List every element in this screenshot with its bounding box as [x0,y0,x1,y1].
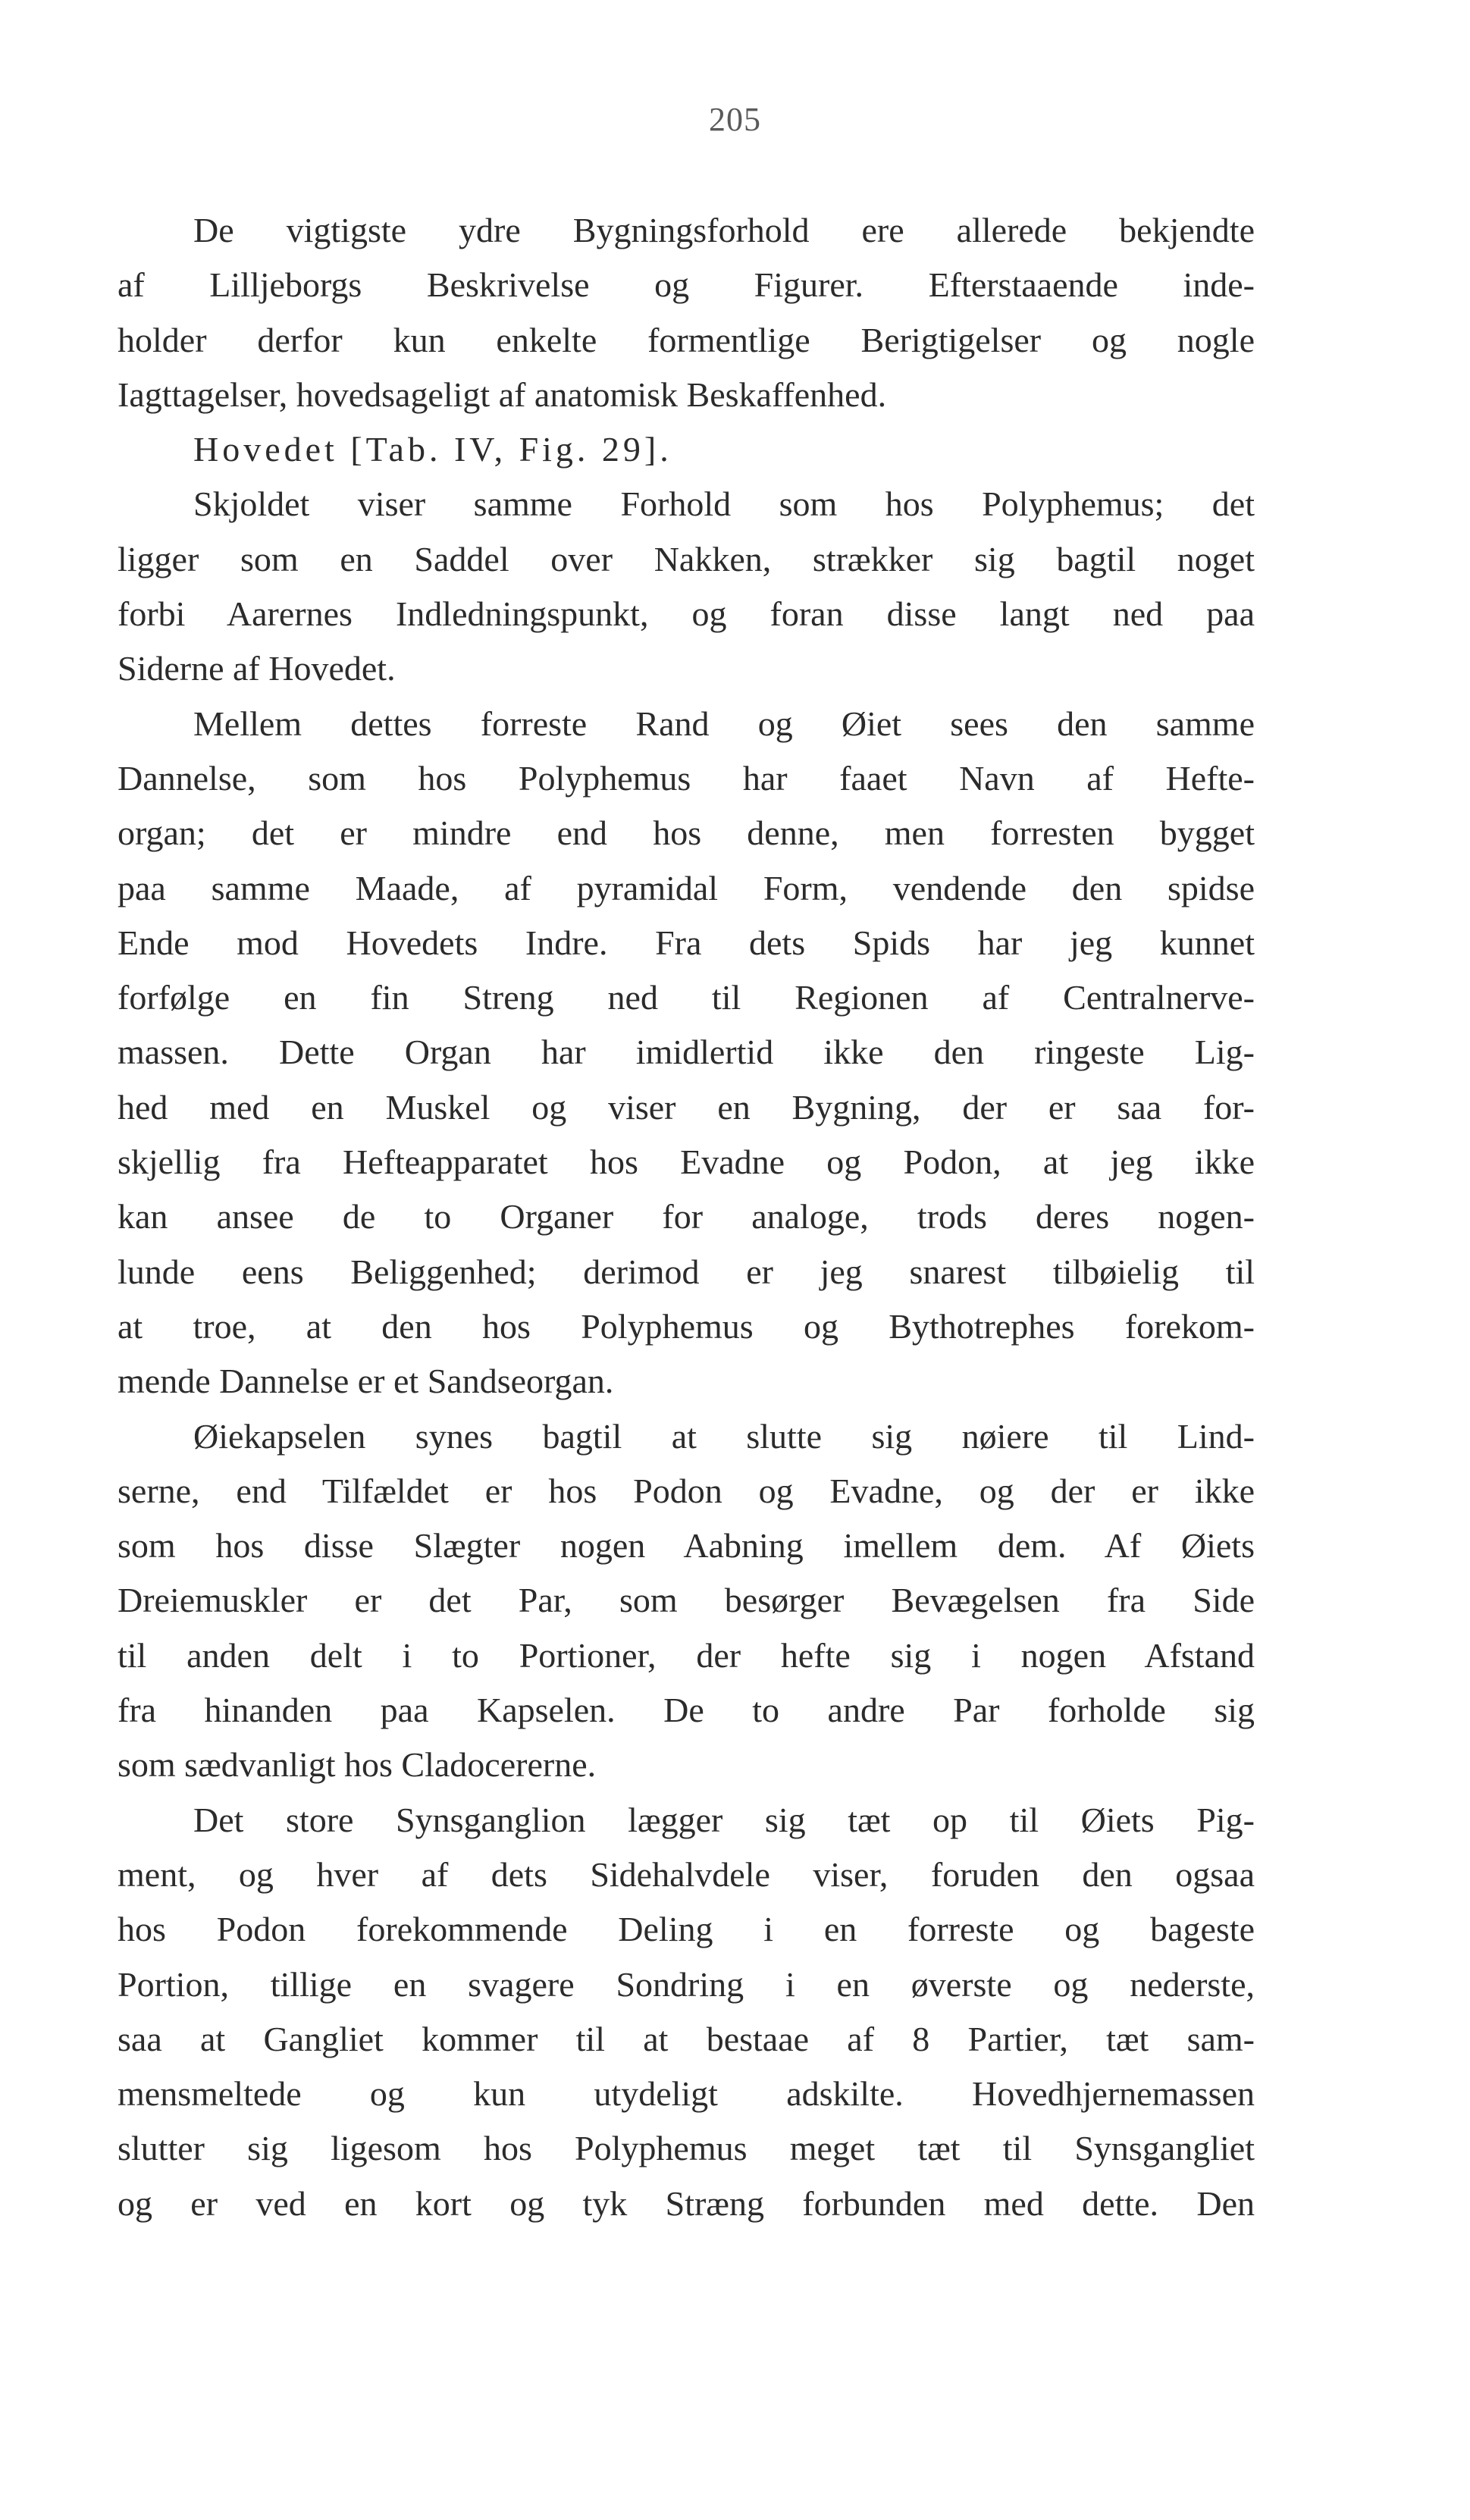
text-line: som sædvanligt hos Cladocererne. [118,1745,597,1785]
text-line: kan ansee de to Organer for analoge, trods deres nogen- [118,1197,1255,1236]
text-line: slutter sig ligesom hos Polyphemus meget tæt til Synsgangliet [118,2129,1255,2168]
section-heading: Hovedet [Tab. IV, Fig. 29]. [193,430,672,469]
text-line: mensmeltede og kun utydeligt adskilte. Hovedhjernemassen [118,2074,1255,2114]
text-line: hos Podon forekommende Deling i en forreste og bageste [118,1910,1255,1949]
text-line: lunde eens Beliggenhed; derimod er jeg snarest tilbøielig til [118,1252,1255,1291]
text-line: holder derfor kun enkelte formentlige Berigtigelser og nogle [118,320,1255,359]
text-line: forfølge en fin Streng ned til Regionen af Centralnerve- [118,978,1255,1017]
body-text [118,203,1255,2231]
text-line: mende Dannelse er et Sandseorgan. [118,1362,614,1401]
text-line: at troe, at den hos Polyphemus og Bythotrephes forekom- [118,1306,1255,1346]
text-line: paa samme Maade, af pyramidal Form, vendende den spidse [118,868,1255,907]
text-line: saa at Gangliet kommer til at bestaae af 8 Partier, tæt sam- [118,2019,1255,2058]
text-line: ment, og hver af dets Sidehalvdele viser, foruden den ogsaa [118,1854,1255,1894]
text-line: til anden delt i to Portioner, der hefte sig i nogen Afstand [118,1635,1255,1675]
text-line: Dreiemuskler er det Par, som besørger Bevægelsen fra Side [118,1581,1255,1620]
page-number: 205 [709,101,761,138]
text-line: fra hinanden paa Kapselen. De to andre Par forholde sig [118,1691,1255,1730]
text-line: massen. Dette Organ har imidlertid ikke den ringeste Lig- [118,1033,1255,1072]
text-line: serne, end Tilfældet er hos Podon og Evadne, og der er ikke [118,1471,1255,1510]
text-line: skjellig fra Hefteapparatet hos Evadne og Podon, at jeg ikke [118,1142,1255,1182]
text-line: De vigtigste ydre Bygningsforhold ere allerede bekjendte [193,211,1255,249]
text-line: som hos disse Slægter nogen Aabning imellem dem. Af Øiets [118,1526,1255,1566]
text-line: af Lilljeborgs Beskrivelse og Figurer. Efterstaaende inde- [118,265,1255,305]
text-line: og er ved en kort og tyk Stræng forbunden med dette. Den [118,2183,1255,2223]
text-line: Det store Synsganglion lægger sig tæt op til Øiets Pig- [193,1800,1255,1839]
text-line: Siderne af Hovedet. [118,649,396,688]
text-line: Øiekapselen synes bagtil at slutte sig nøiere til Lind- [193,1416,1255,1456]
text-line: organ; det er mindre end hos denne, men forresten bygget [118,813,1255,853]
text-line: ligger som en Saddel over Nakken, strækker sig bagtil noget [118,539,1255,578]
text-line: forbi Aarernes Indledningspunkt, og foran disse langt ned paa [118,594,1255,634]
text-line: Portion, tillige en svagere Sondring i en øverste og nederste, [118,1964,1255,2004]
text-line: hed med en Muskel og viser en Bygning, der er saa for- [118,1087,1255,1127]
text-line: Skjoldet viser samme Forhold som hos Polyphemus; det [193,484,1255,524]
text-line: Mellem dettes forreste Rand og Øiet sees den samme [193,704,1255,743]
text-line: Iagttagelser, hovedsageligt af anatomisk Beskaffenhed. [118,375,887,414]
text-line: Dannelse, som hos Polyphemus har faaet Navn af Hefte- [118,758,1255,798]
text-line: Ende mod Hovedets Indre. Fra dets Spids har jeg kunnet [118,923,1255,962]
